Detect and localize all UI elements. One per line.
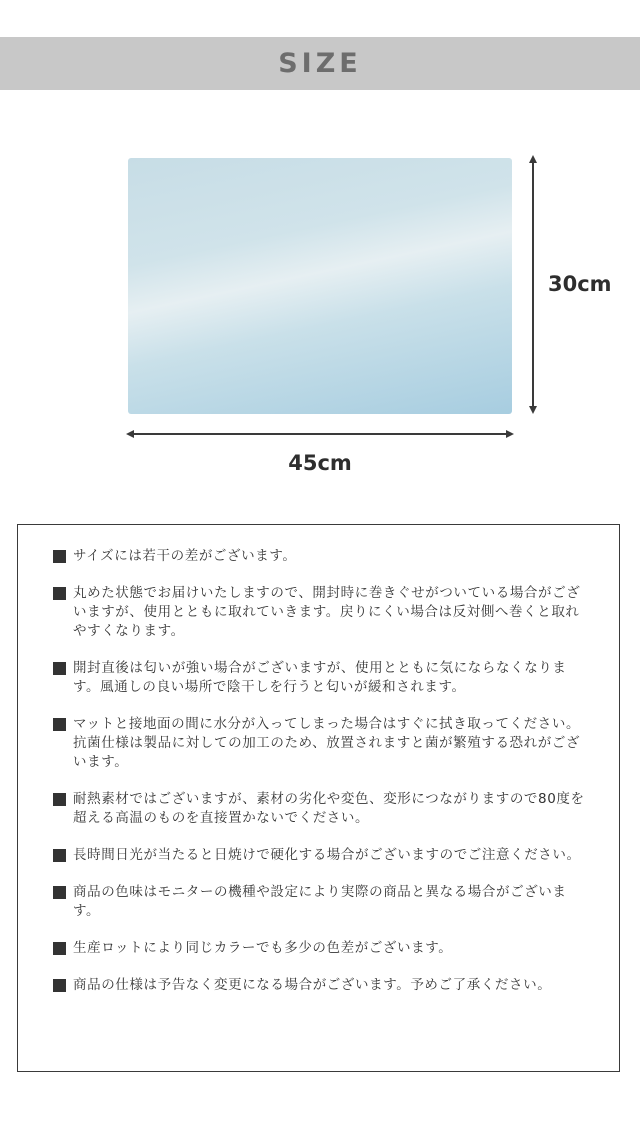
size-header-band: [0, 37, 640, 90]
mat-illustration: [128, 158, 512, 414]
arrow-left-icon: [126, 430, 134, 438]
square-bullet-icon: [53, 886, 66, 899]
square-bullet-icon: [53, 718, 66, 731]
note-text: 長時間日光が当たると日焼けで硬化する場合がございますのでご注意ください。: [73, 847, 581, 863]
arrow-down-icon: [529, 406, 537, 414]
note-item: [53, 790, 593, 828]
square-bullet-icon: [53, 979, 66, 992]
size-title: SIZE: [278, 48, 362, 79]
note-item: [53, 715, 593, 772]
width-dimension-line: [130, 433, 511, 435]
square-bullet-icon: [53, 587, 66, 600]
note-text: 丸めた状態でお届けいたしますので、開封時に巻きぐせがついている場合がございますが、使用とともに取れていきます。戻りにくい場合は反対側へ巻くと取れやすくなります。: [73, 585, 581, 639]
note-item: [53, 846, 593, 865]
square-bullet-icon: [53, 942, 66, 955]
note-text: マットと接地面の間に水分が入ってしまった場合はすぐに拭き取ってください。抗菌仕様は製品に対しての加工のため、放置されますと菌が繁殖する恐れがございます。: [73, 716, 581, 770]
arrow-right-icon: [506, 430, 514, 438]
arrow-up-icon: [529, 155, 537, 163]
square-bullet-icon: [53, 849, 66, 862]
square-bullet-icon: [53, 662, 66, 675]
note-item: [53, 939, 593, 958]
note-item: [53, 883, 593, 921]
note-text: 開封直後は匂いが強い場合がございますが、使用とともに気にならなくなります。風通しの良い場所で陰干しを行うと匂いが緩和されます。: [73, 660, 567, 695]
note-item: [53, 547, 593, 566]
height-dimension-line: [532, 160, 534, 412]
note-text: サイズには若干の差がございます。: [73, 548, 297, 564]
note-text: 耐熱素材ではございますが、素材の劣化や変色、変形につながりますので80度を超える高温のものを直接置かないでください。: [73, 791, 585, 826]
note-item: [53, 976, 593, 995]
notes-box: [17, 524, 620, 1072]
notes-list: [53, 547, 593, 1013]
note-item: [53, 584, 593, 641]
width-label: 45cm: [288, 451, 352, 475]
square-bullet-icon: [53, 793, 66, 806]
note-item: [53, 659, 593, 697]
height-label: 30cm: [548, 272, 612, 296]
note-text: 商品の仕様は予告なく変更になる場合がございます。予めご了承ください。: [73, 977, 552, 993]
note-text: 生産ロットにより同じカラーでも多少の色差がございます。: [73, 940, 453, 956]
note-text: 商品の色味はモニターの機種や設定により実際の商品と異なる場合がございます。: [73, 884, 567, 919]
square-bullet-icon: [53, 550, 66, 563]
